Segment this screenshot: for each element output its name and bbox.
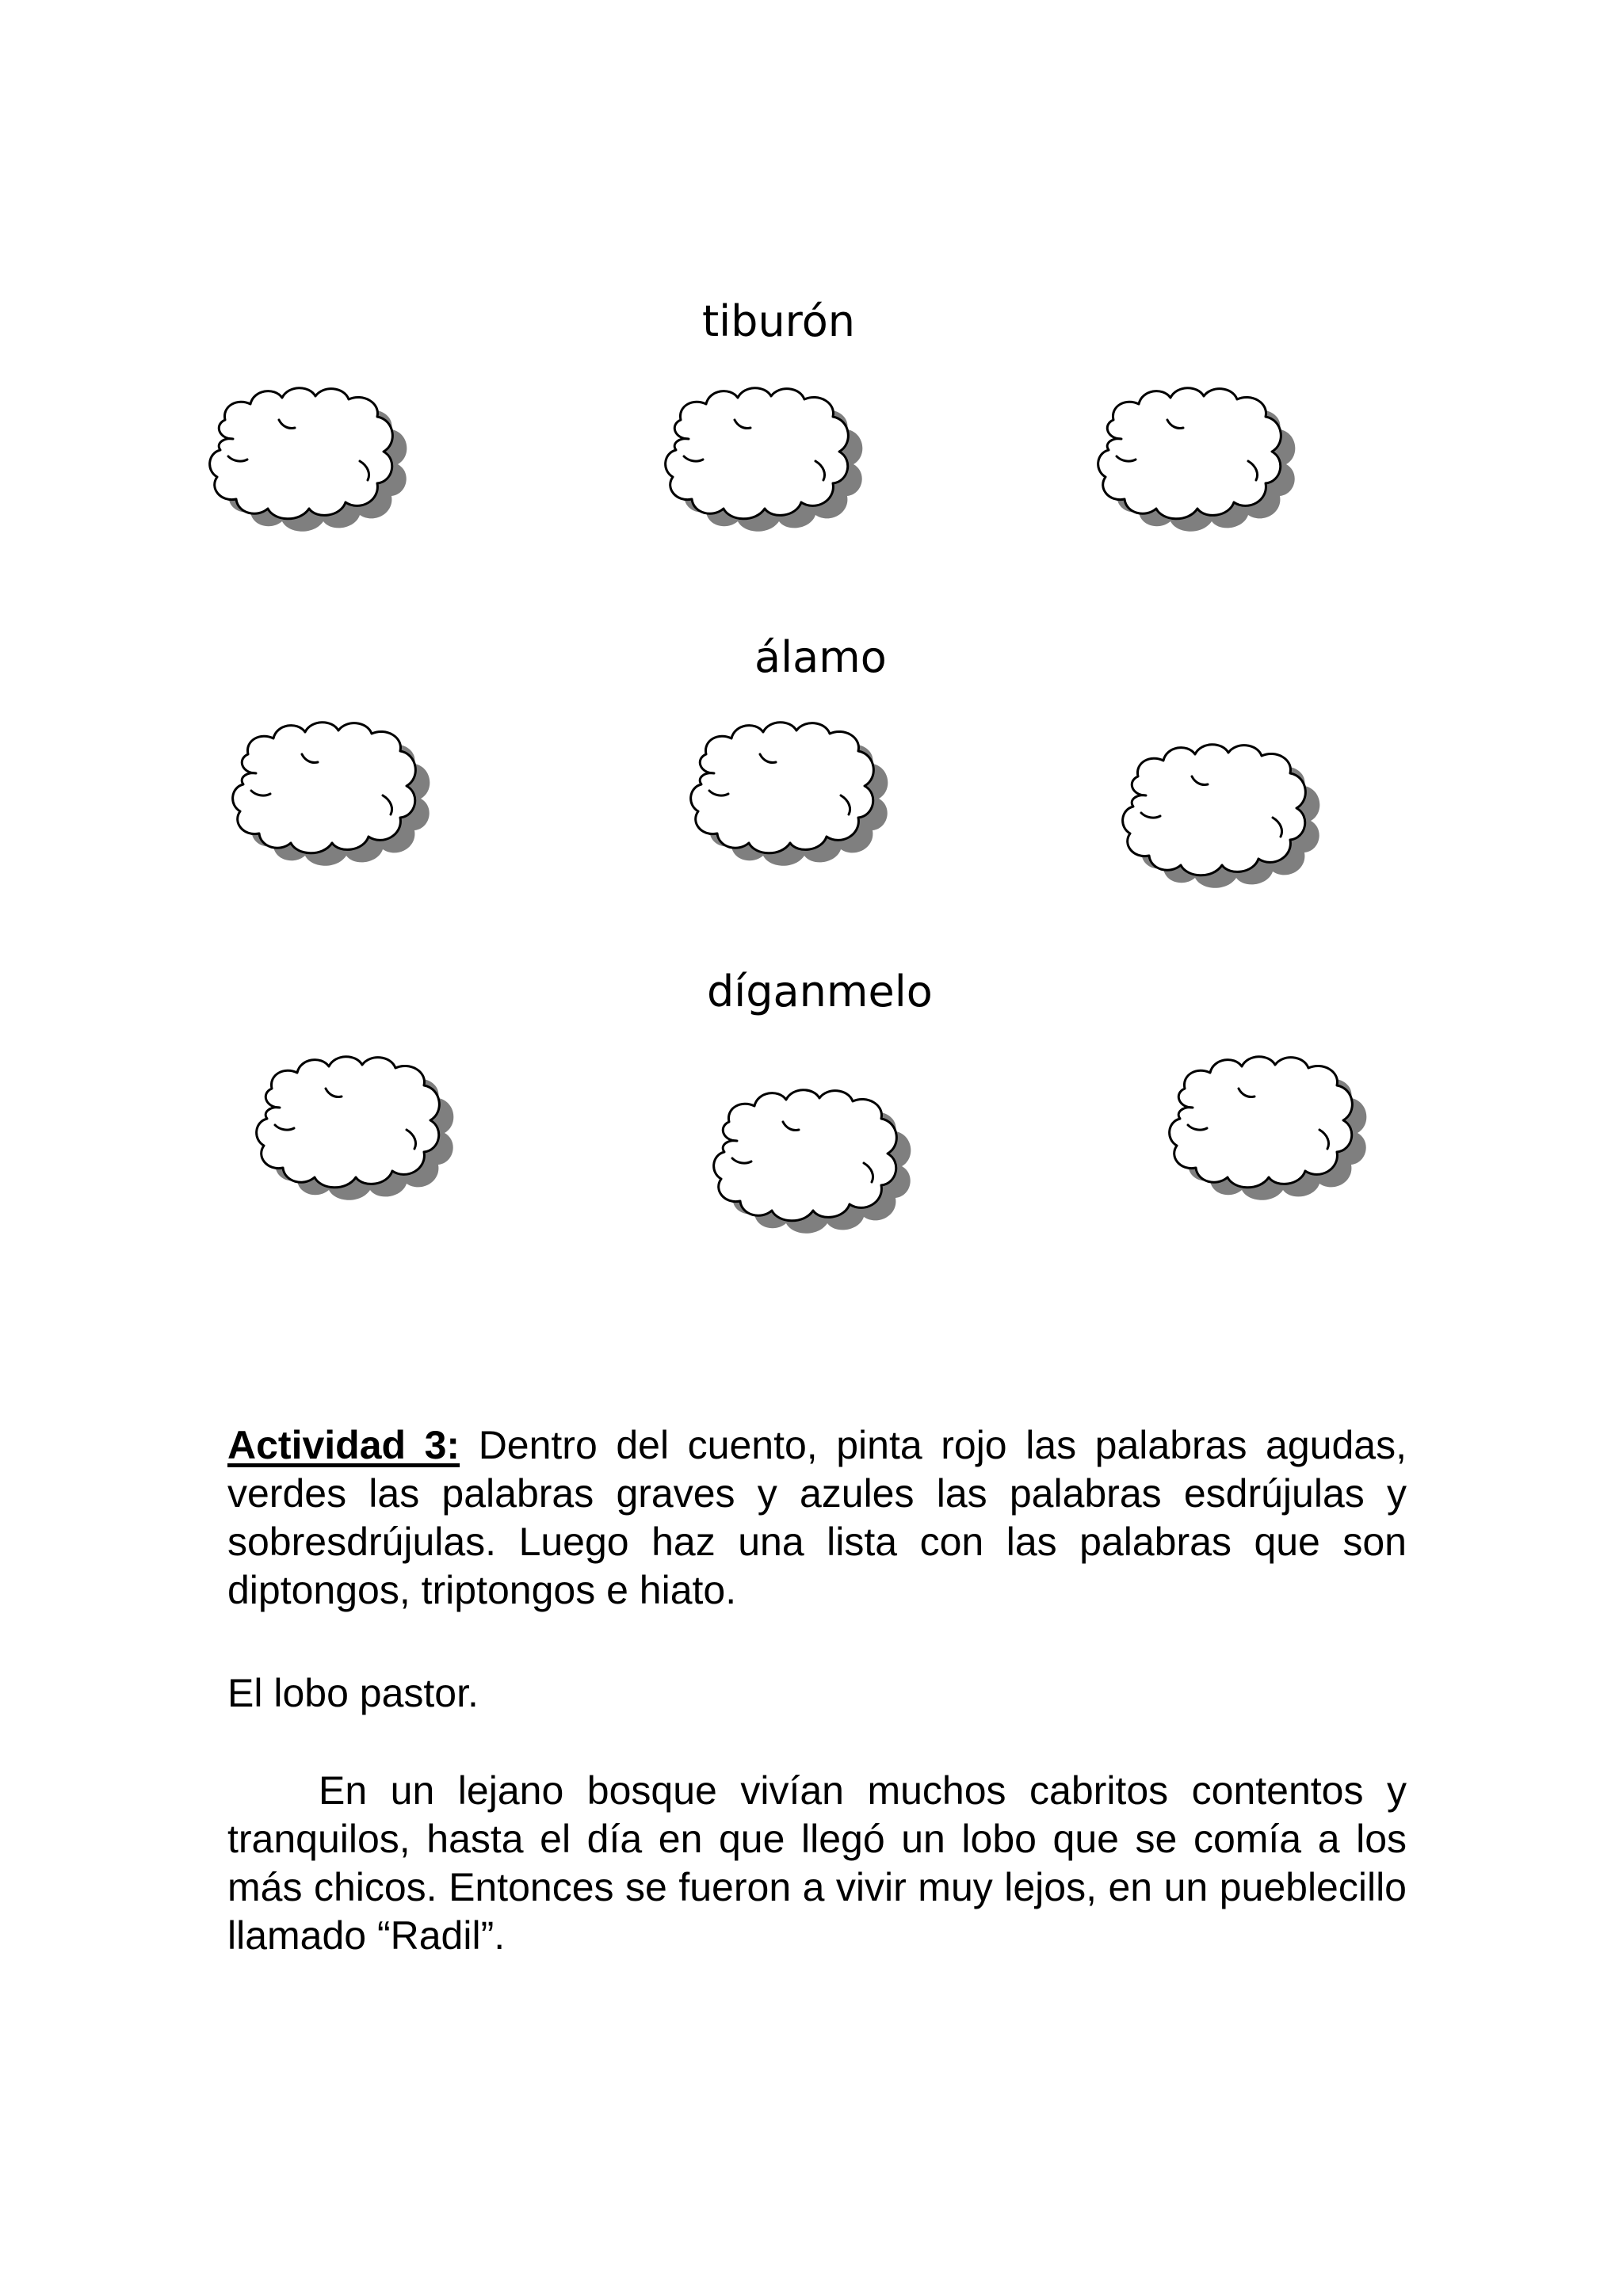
activity-label: Actividad 3: <box>227 1423 460 1467</box>
syllable-cloud-1-1[interactable] <box>201 383 439 534</box>
story-paragraph: En un lejano bosque vivían muchos cabritos contentos y tranquilos, hasta el día en que llegó un lobo que se comía a los más chicos. Entonces se fueron a vivir muy lejos, en un pueblecillo llamado “Radil”. <box>227 1768 1407 1958</box>
word-label-2: álamo <box>754 632 887 682</box>
story-title: El lobo pastor. <box>227 1671 479 1715</box>
syllable-cloud-1-2[interactable] <box>657 383 895 534</box>
word-label-1: tiburón <box>702 296 855 346</box>
syllable-cloud-3-1[interactable] <box>248 1052 486 1203</box>
syllable-cloud-2-3[interactable] <box>1114 740 1352 891</box>
activity-text: Dentro del cuento, pinta rojo las palabras agudas, verdes las palabras graves y azules las palabras esdrújulas y sobresdrújulas. Luego haz una lista con las palabras que son diptongos, triptongos e hiato. <box>227 1423 1407 1612</box>
syllable-cloud-3-2[interactable] <box>705 1085 943 1236</box>
activity-instructions <box>227 1421 1407 1615</box>
syllable-cloud-3-3[interactable] <box>1161 1052 1399 1203</box>
syllable-cloud-2-2[interactable] <box>682 718 920 868</box>
word-label-3: díganmelo <box>707 967 933 1016</box>
syllable-cloud-1-3[interactable] <box>1090 383 1327 534</box>
syllable-cloud-2-1[interactable] <box>224 718 462 868</box>
